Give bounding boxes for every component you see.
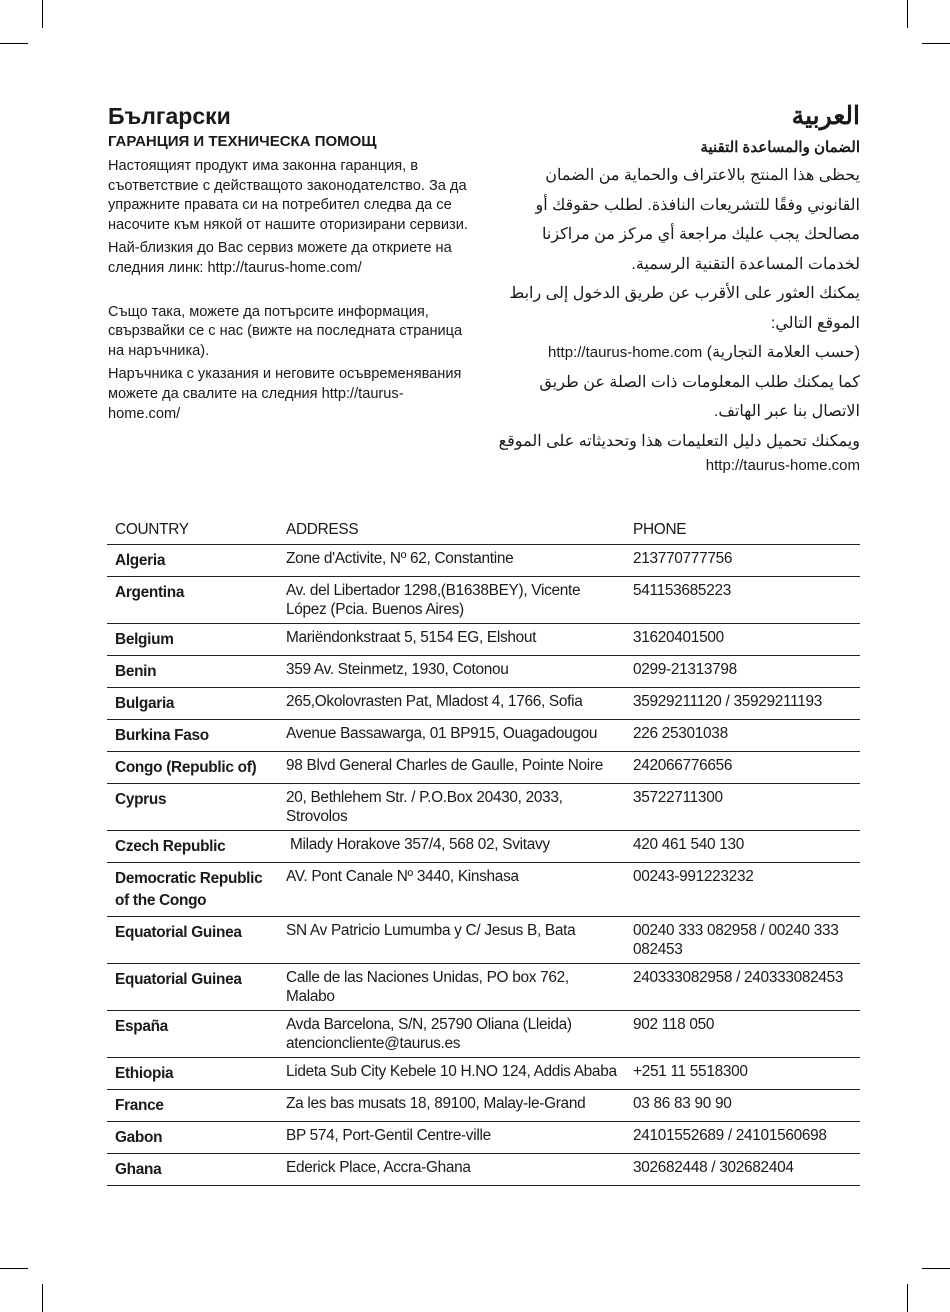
bulgarian-subtitle: ГАРАНЦИЯ И ТЕХНИЧЕСКА ПОМОЩ (108, 133, 377, 150)
crop-mark-top-left-v (42, 0, 43, 28)
arabic-link-1[interactable]: http://taurus-home.com (548, 344, 703, 361)
address-cell: Av. del Libertador 1298,(B1638BEY), Vicente López (Pcia. Buenos Aires) (278, 577, 625, 624)
country-cell: Congo (Republic of) (107, 752, 278, 784)
arabic-section (492, 103, 860, 476)
phone-cell: 420 461 540 130 (625, 831, 860, 863)
address-cell: Milady Horakove 357/4, 568 02, Svitavy (278, 831, 625, 863)
country-cell: Democratic Republic of the Congo (107, 863, 278, 917)
table-header-row (107, 514, 860, 545)
table-row (107, 577, 860, 624)
arabic-paragraph-2-text: يمكنك العثور على الأقرب عن طريق الدخول إلى رابط الموقع التالي: (509, 285, 860, 332)
table-row (107, 863, 860, 917)
arabic-paragraph-2 (492, 279, 860, 368)
table-row (107, 752, 860, 784)
country-cell: Burkina Faso (107, 720, 278, 752)
arabic-title: العربية (791, 102, 860, 130)
table-row (107, 917, 860, 964)
country-cell: Argentina (107, 577, 278, 624)
country-cell: Equatorial Guinea (107, 964, 278, 1011)
table-row (107, 964, 860, 1011)
country-cell: Gabon (107, 1122, 278, 1154)
arabic-paragraph-4: ويمكنك تحميل دليل التعليمات هذا وتحديثاته على الموقع (498, 432, 860, 450)
table-row (107, 784, 860, 831)
arabic-paragraph-1: يحظى هذا المنتج بالاعتراف والحماية من الضمان القانوني وفقًا للتشريعات النافذة. لطلب حقوقك أو مصالحك يجب عليك مراجعة أي مركز من مراكزنا لخدمات المساعدة التقنية الرسمية. (535, 167, 860, 273)
bulgarian-paragraph-1: Настоящият продукт има законна гаранция, в съответствие с действащото законодателство. За да упражните правата си на потребител следва да се насочите към някой от нашите оторизирани сервизи. (108, 158, 468, 233)
phone-cell: 541153685223 (625, 577, 860, 624)
address-cell: Calle de las Naciones Unidas, PO box 762, Malabo (278, 964, 625, 1011)
address-cell: SN Av Patricio Lumumba y C/ Jesus B, Bata (278, 917, 625, 964)
table-row (107, 545, 860, 577)
bulgarian-section (108, 103, 470, 428)
country-cell: Cyprus (107, 784, 278, 831)
arabic-link-2[interactable]: http://taurus-home.com (705, 457, 860, 474)
header-phone: PHONE (625, 514, 860, 545)
phone-cell: 35722711300 (625, 784, 860, 831)
country-cell: Ethiopia (107, 1058, 278, 1090)
address-cell: AV. Pont Canale Nº 3440, Kinshasa (278, 863, 625, 917)
service-center-table (107, 514, 860, 1186)
address-cell: Lideta Sub City Kebele 10 H.NO 124, Addis Ababa (278, 1058, 625, 1090)
phone-cell: 24101552689 / 24101560698 (625, 1122, 860, 1154)
phone-cell: 00240 333 082958 / 00240 333 082453 (625, 917, 860, 964)
table-row (107, 1090, 860, 1122)
phone-cell: 226 25301038 (625, 720, 860, 752)
header-country: COUNTRY (107, 514, 278, 545)
table-row (107, 688, 860, 720)
crop-mark-top-right-h (922, 43, 950, 44)
phone-cell: 31620401500 (625, 624, 860, 656)
country-cell: Ghana (107, 1154, 278, 1186)
bulgarian-paragraph-3: Също така, можете да потърсите информация, свързвайки се с нас (вижте на последната страница на наръчника). (108, 303, 463, 359)
phone-cell: +251 11 5518300 (625, 1058, 860, 1090)
header-address: ADDRESS (278, 514, 625, 545)
phone-cell: 902 118 050 (625, 1011, 860, 1058)
table-row (107, 1154, 860, 1186)
address-cell: 359 Av. Steinmetz, 1930, Cotonou (278, 656, 625, 688)
crop-mark-bottom-right-h (922, 1268, 950, 1269)
bulgarian-paragraph-2: Най-близкия до Вас сервиз можете да откриете на следния линк: http://taurus-home.com/ (108, 240, 452, 276)
country-cell: España (107, 1011, 278, 1058)
arabic-subtitle: الضمان والمساعدة التقنية (700, 139, 860, 156)
address-cell: 20, Bethlehem Str. / P.O.Box 20430, 2033, Strovolos (278, 784, 625, 831)
crop-mark-top-left-h (0, 43, 28, 44)
address-cell: Avenue Bassawarga, 01 BP915, Ouagadougou (278, 720, 625, 752)
address-cell: Za les bas musats 18, 89100, Malay-le-Grand (278, 1090, 625, 1122)
crop-mark-bottom-right-v (907, 1284, 908, 1312)
phone-cell: 35929211120 / 35929211193 (625, 688, 860, 720)
address-cell: Ederick Place, Accra-Ghana (278, 1154, 625, 1186)
crop-mark-bottom-left-h (0, 1268, 28, 1269)
country-cell: Czech Republic (107, 831, 278, 863)
address-cell: 98 Blvd General Charles de Gaulle, Pointe Noire (278, 752, 625, 784)
country-cell: Bulgaria (107, 688, 278, 720)
address-cell: Avda Barcelona, S/N, 25790 Oliana (Lleida) atencioncliente@taurus.es (278, 1011, 625, 1058)
country-cell: Equatorial Guinea (107, 917, 278, 964)
phone-cell: 213770777756 (625, 545, 860, 577)
crop-mark-top-right-v (907, 0, 908, 28)
table-row (107, 656, 860, 688)
arabic-paragraph-3: كما يمكنك طلب المعلومات ذات الصلة عن طريق الاتصال بنا عبر الهاتف. (539, 373, 860, 420)
country-cell: France (107, 1090, 278, 1122)
phone-cell: 242066776656 (625, 752, 860, 784)
table-row (107, 624, 860, 656)
table-row (107, 1058, 860, 1090)
country-cell: Belgium (107, 624, 278, 656)
address-cell: Zone d'Activite, Nº 62, Constantine (278, 545, 625, 577)
bulgarian-title: Български (108, 103, 231, 129)
phone-cell: 302682448 / 302682404 (625, 1154, 860, 1186)
table-row (107, 720, 860, 752)
phone-cell: 03 86 83 90 90 (625, 1090, 860, 1122)
address-cell: BP 574, Port-Gentil Centre-ville (278, 1122, 625, 1154)
country-cell: Algeria (107, 545, 278, 577)
table-row (107, 1122, 860, 1154)
address-cell: 265,Okolovrasten Pat, Mladost 4, 1766, Sofia (278, 688, 625, 720)
phone-cell: 00243-991223232 (625, 863, 860, 917)
phone-cell: 0299-21313798 (625, 656, 860, 688)
table-row (107, 831, 860, 863)
address-cell: Mariëndonkstraat 5, 5154 EG, Elshout (278, 624, 625, 656)
country-cell: Benin (107, 656, 278, 688)
arabic-brand-note: (حسب العلامة التجارية) (706, 344, 860, 361)
bulgarian-paragraph-4: Наръчника с указания и неговите осъвременявания можете да свалите на следния http://taurus-home.com/ (108, 366, 462, 422)
table-row (107, 1011, 860, 1058)
crop-mark-bottom-left-v (42, 1284, 43, 1312)
phone-cell: 240333082958 / 240333082453 (625, 964, 860, 1011)
